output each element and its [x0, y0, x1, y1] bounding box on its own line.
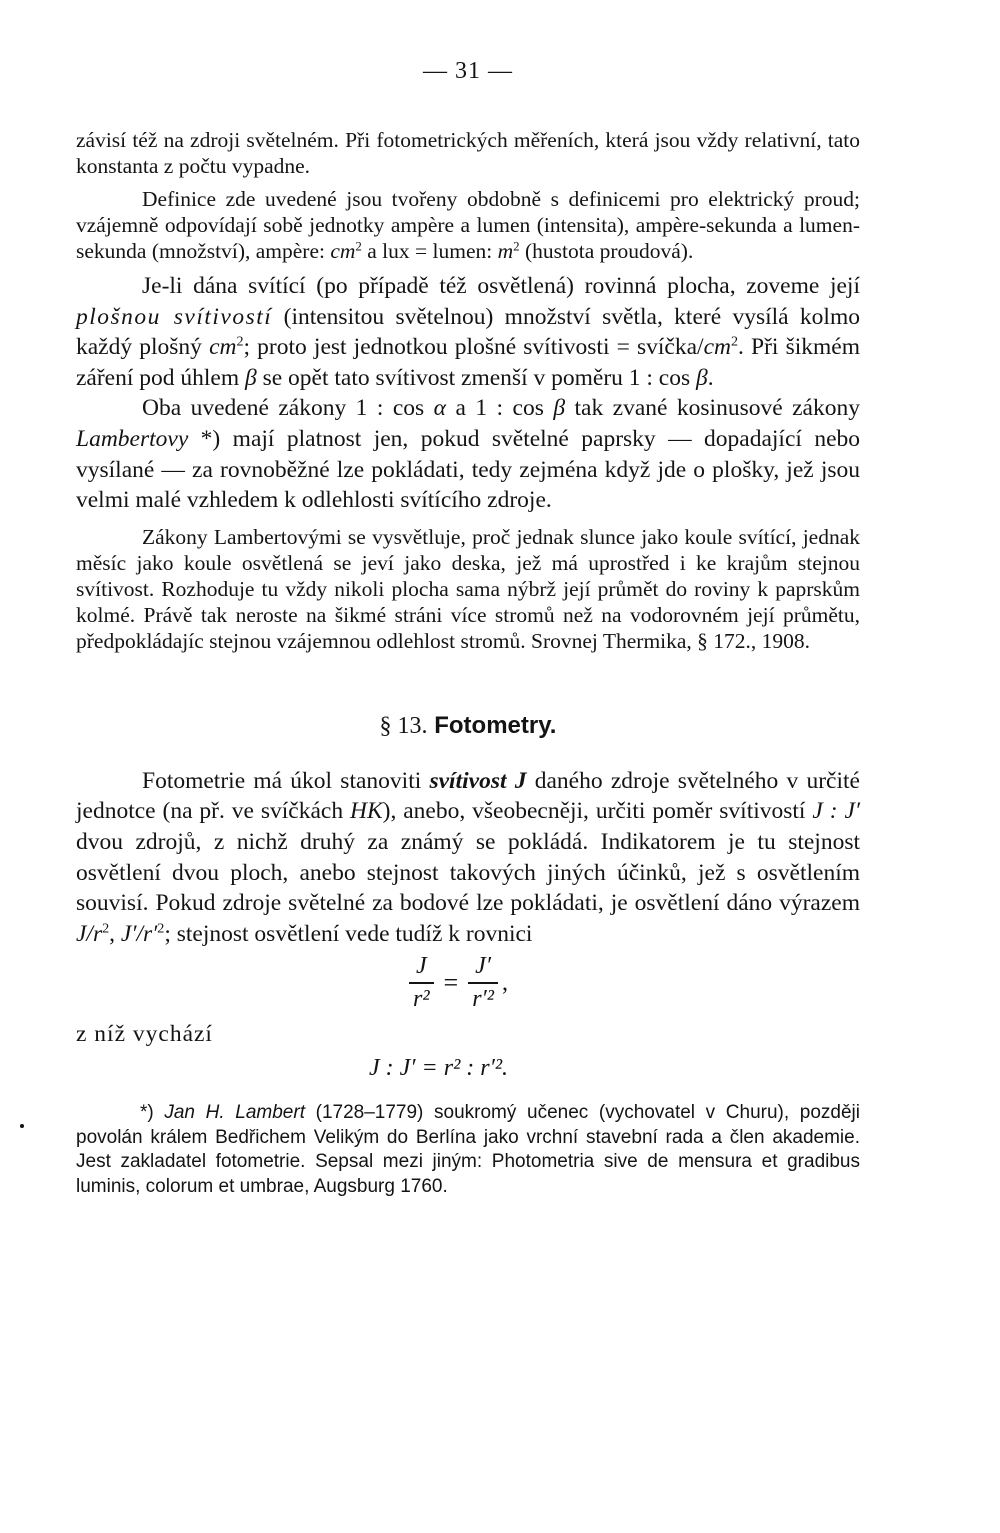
section-title: Fotometry.: [434, 711, 557, 739]
section-heading: § 13. Fotometry.: [379, 711, 557, 739]
paragraph-surface-luminosity: Je-li dána svítící (po případě též osvětlená) rovinná plocha, zoveme její plošnou svítivostí (intensitou světelnou) množství světla, které vysílá kolmo každý plošný $cm^2$; proto jest jednotkou plošné svítivosti = svíčka/$cm^2$. Při šikmém záření pod úhlem β se opět tato svítivost zmenší v poměru 1 : cos β.: [76, 273, 860, 391]
equation-fraction: $\frac{J}{\text{r²}}$ = $\frac{J'}{\text{r′²}}$ ,: [409, 953, 508, 1013]
text-z-niz: z níž vychází: [76, 1021, 213, 1048]
paragraph-lambert-explanation: Zákony Lambertovými se vysvětluje, proč jednak slunce jako koule svítící, jednak měsíc jako koule osvětlená se jeví jako deska, jež má uprostřed i ke krajům stejnou svítivost. Rozhoduje tu vždy nikoli plocha sama nýbrž její průmět do roviny k paprskům kolmé. Právě tak neroste na šikmé stráni více stromů než na vodorovném její průmětu, předpokládajíc stejnou vzájemnou odlehlost stromů. Srovnej Thermika, § 172., 1908.: [76, 524, 860, 653]
paragraph-cosine-laws: Oba uvedené zákony 1 : cos α a 1 : cos β tak zvané kosinusové zákony Lambertovy *) mají platnost jen, pokud světelné paprsky — dopadající nebo vysílané — za rovnoběžné lze pokládati, tedy zejména když jde o plošky, jež jsou velmi malé vzhledem k odlehlosti svítícího zdroje.: [76, 395, 860, 514]
fraction-left: $\frac{J}{\text{r²}}$: [409, 953, 434, 1013]
paragraph-definitions: Definice zde uvedené jsou tvořeny obdobně s definicemi pro elektrický proud; vzájemně odpovídají sobě jednotky ampère a lumen (intensita), ampère-sekunda a lumen-sekunda (množství), ampère: $cm^2$ a lux = lumen: $m^2$ (hustota proudová).: [76, 187, 860, 263]
fraction-right: $\frac{J'}{\text{r′²}}$: [468, 953, 498, 1013]
paragraph-photometry: Fotometrie má úkol stanoviti svítivost J daného zdroje světelného v určité jednotce (na př. ve svíčkách HK), anebo, všeobecněji, určiti poměr svítivostí J : J′ dvou zdrojů, z nichž druhý za známý se pokládá. Indikatorem je tu stejnost osvětlení dvou ploch, anebo stejnost takových jiných účinků, jež s osvětlením souvisí. Pokud zdroje světelné za bodové lze pokládati, je osvětlení dáno výrazem $J/r^2$, $J'/r'^2$; stejnost osvětlení vede tudíž k rovnici: [76, 767, 861, 947]
footnote-text: *) Jan H. Lambert (1728–1779) soukromý učenec (vychovatel v Churu), později povolán králem Bedřichem Velikým do Berlína jako vrchní stavební rada a člen akademie. Jest zakladatel fotometrie. Sepsal mezi jiným: Photometria sive de mensura et gradibus luminis, colorum et umbrae, Augsburg 1760.: [76, 1102, 860, 1197]
footnote: [76, 1101, 860, 1199]
equation-block: [76, 949, 860, 1082]
equation-ratio: J : J′ = r² : r′².: [369, 1055, 509, 1082]
page-number: — 31 —: [423, 58, 513, 84]
book-page: [76, 58, 860, 1199]
paragraph-continued: závisí též na zdroji světelném. Při fotometrických měřeních, která jsou vždy relativní, tato konstanta z počtu vypadne.: [76, 128, 860, 178]
margin-dot-mark: [20, 1124, 24, 1128]
footnote-author: Jan H. Lambert: [164, 1102, 305, 1124]
